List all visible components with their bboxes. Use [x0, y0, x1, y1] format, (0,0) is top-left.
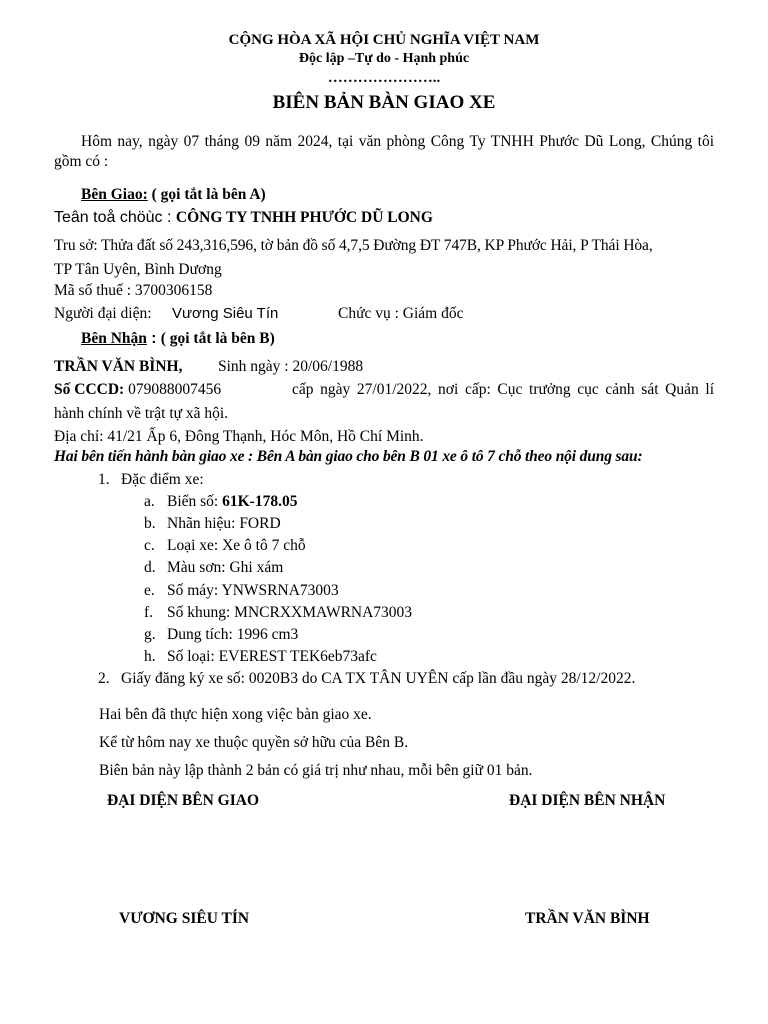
rep-name: Vương Siêu Tín — [172, 305, 279, 322]
vehicle-color: Màu sơn: Ghi xám — [167, 559, 284, 576]
item-2-label: Giấy đăng ký xe số: 0020B3 do CA TX TÂN UYÊN cấp lần đầu ngày 28/12/2022. — [121, 670, 636, 687]
cccd-issued-line2: hành chính về trật tự xã hội. — [54, 405, 229, 422]
motto: Độc lập –Tự do - Hạnh phúc — [298, 51, 470, 66]
ben-giao-label: Bên Giao: — [81, 186, 148, 203]
org-line — [54, 207, 433, 229]
vehicle-chassis: Số khung: MNCRXXMAWRNA73003 — [167, 604, 413, 621]
ben-nhan-heading — [81, 328, 275, 350]
signature-left-title: ĐẠI DIỆN BÊN GIAO — [107, 792, 260, 809]
vehicle-model: Số loại: EVEREST TEK6eb73afc — [167, 648, 377, 665]
document-title: BIÊN BẢN BÀN GIAO XE — [272, 92, 496, 113]
vehicle-h-letter: h. — [144, 648, 156, 665]
vehicle-e-letter: e. — [144, 582, 155, 599]
ben-giao-heading — [81, 184, 266, 206]
vehicle-b-letter: b. — [144, 515, 156, 532]
closing-line-1: Hai bên đã thực hiện xong việc bàn giao xe. — [99, 706, 372, 723]
intro-paragraph: Hôm nay, ngày 07 tháng 09 năm 2024, tại văn phòng Công Ty TNHH Phước Dũ Long, Chúng tôi gồm có : — [54, 133, 714, 170]
org-label: Teân toå chöùc — [54, 209, 163, 226]
header-dots: ………………….. — [327, 70, 441, 86]
cccd-label: Số CCCD: — [54, 381, 125, 398]
item-2-number: 2. — [98, 670, 110, 687]
ben-giao-note: ( gọi tắt là bên A) — [147, 186, 266, 203]
signature-left-name: VƯƠNG SIÊU TÍN — [119, 910, 250, 927]
item-1-label: Đặc điểm xe: — [121, 471, 204, 488]
closing-line-2: Kể từ hôm nay xe thuộc quyền sở hữu của Bên B. — [99, 734, 409, 751]
receiver-address: Địa chỉ: 41/21 Ấp 6, Đông Thạnh, Hóc Môn, Hồ Chí Minh. — [54, 428, 424, 445]
org-address-line2: TP Tân Uyên, Bình Dương — [54, 261, 222, 278]
ben-nhan-note: ( gọi tắt là bên B) — [160, 330, 275, 347]
receiver-name: TRẦN VĂN BÌNH, — [54, 358, 183, 375]
cccd-line — [54, 379, 221, 401]
org-name: CÔNG TY TNHH PHƯỚC DŨ LONG — [175, 209, 433, 226]
item-1-number: 1. — [98, 471, 110, 488]
org-sep: : — [162, 209, 176, 226]
vehicle-f-letter: f. — [144, 604, 154, 621]
vehicle-brand: Nhãn hiệu: FORD — [167, 515, 281, 532]
vehicle-a-letter: a. — [144, 493, 155, 510]
vehicle-c-letter: c. — [144, 537, 155, 554]
rep-position: Chức vụ : Giám đốc — [338, 305, 464, 322]
vehicle-engine: Số máy: YNWSRNA73003 — [167, 582, 339, 599]
cccd-issued: cấp ngày 27/01/2022, nơi cấp: Cục trưởng cục cảnh sát Quản lí — [292, 381, 714, 398]
tax-code: Mã số thuế : 3700306158 — [54, 282, 213, 299]
vehicle-plate-label: Biển số: — [167, 493, 223, 510]
org-address: Tru sở: Thửa đất số 243,316,596, tờ bản đồ số 4,7,5 Đường ĐT 747B, KP Phước Hải, P Thái Hòa, — [54, 237, 653, 254]
vehicle-type: Loại xe: Xe ô tô 7 chỗ — [167, 537, 306, 554]
ben-nhan-label: Bên Nhận — [81, 330, 147, 347]
rep-label: Người đại diện: — [54, 305, 152, 322]
vehicle-plate — [167, 491, 297, 513]
vehicle-plate-value: 61K-178.05 — [222, 493, 298, 510]
signature-right-name: TRẦN VĂN BÌNH — [525, 910, 650, 927]
handover-statement: Hai bên tiến hành bàn giao xe : Bên A bàn giao cho bên B 01 xe ô tô 7 chỗ theo nội dung sau: — [54, 448, 643, 465]
vehicle-d-letter: d. — [144, 559, 156, 576]
vehicle-g-letter: g. — [144, 626, 156, 643]
closing-line-3: Biên bản này lập thành 2 bản có giá trị như nhau, mỗi bên giữ 01 bản. — [99, 762, 533, 779]
signature-right-title: ĐẠI DIỆN BÊN NHẬN — [509, 792, 666, 809]
cccd-value: 079088007456 — [124, 381, 222, 398]
ben-nhan-colon: : — [146, 330, 161, 347]
vehicle-capacity: Dung tích: 1996 cm3 — [167, 626, 299, 643]
receiver-dob: Sinh ngày : 20/06/1988 — [218, 358, 364, 375]
nation-header: CỘNG HÒA XÃ HỘI CHỦ NGHĨA VIỆT NAM — [228, 32, 540, 48]
